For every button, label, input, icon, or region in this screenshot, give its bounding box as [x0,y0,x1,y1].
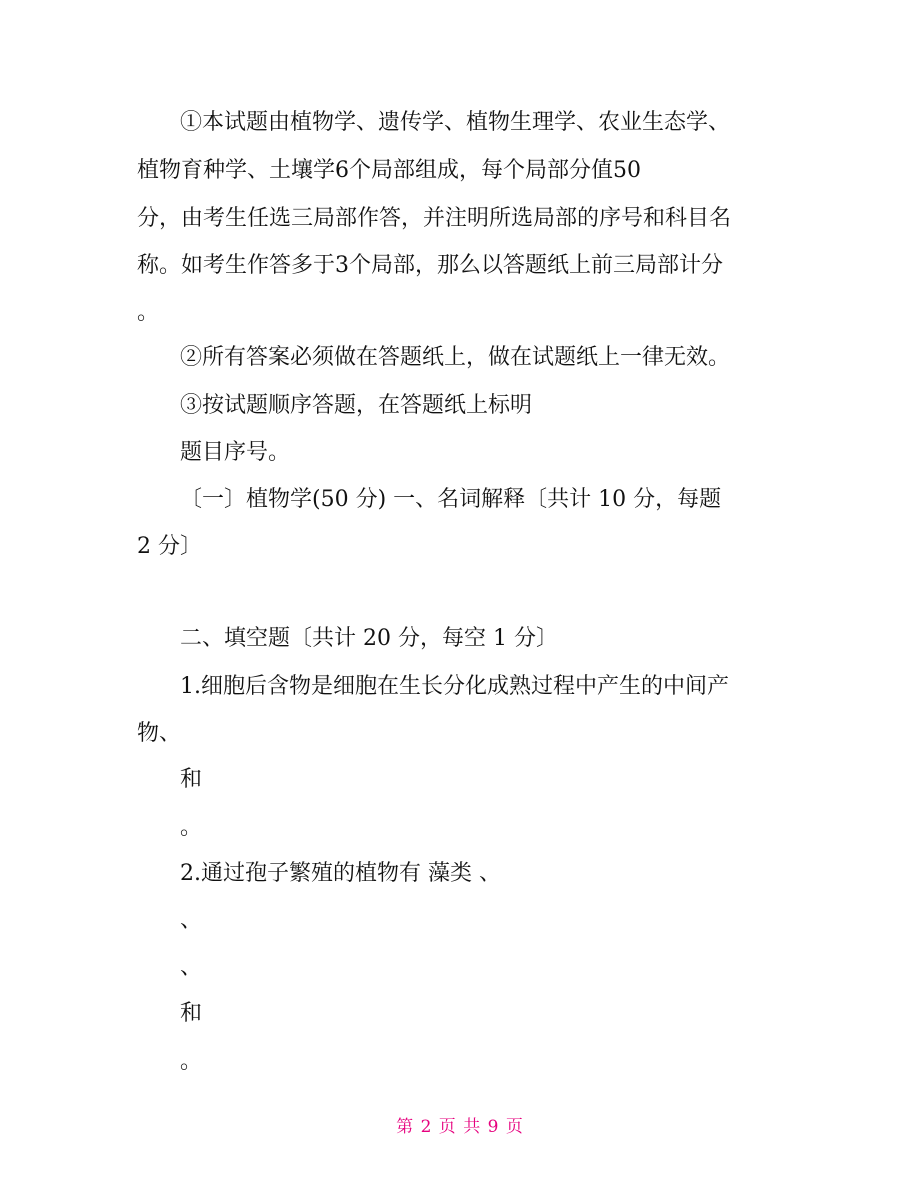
section-heading-line-2: 2 分〕 [137,534,202,559]
section-heading-line-1: 〔一〕植物学(50 分) 一、名词解释〔共计 10 分，每题 [180,487,722,512]
instruction-1-line-2: 植物育种学、土壤学6个局部组成，每个局部分值50 [137,158,641,183]
question-2-line-1: 2.通过孢子繁殖的植物有 藻类 、 [180,861,501,886]
question-2-line-2: 、 [180,908,203,933]
question-1-line-3: 和 [180,767,203,792]
fill-blank-heading: 二、填空题〔共计 20 分，每空 1 分〕 [180,626,558,651]
instruction-1-line-1: ①本试题由植物学、遗传学、植物生理学、农业生态学、 [180,110,731,135]
instruction-2: ②所有答案必须做在答题纸上，做在试题纸上一律无效。 [180,345,731,370]
instruction-1-line-5: 。 [137,300,160,325]
question-2-line-4: 和 [180,1001,203,1026]
instruction-3-line-2: 题目序号。 [180,440,291,465]
question-2-line-5: 。 [180,1049,203,1074]
question-2-line-3: 、 [180,955,203,980]
instruction-1-line-3: 分，由考生任选三局部作答，并注明所选局部的序号和科目名 [137,206,732,231]
instruction-3-line-1: ③按试题顺序答题，在答题纸上标明 [180,393,533,418]
question-1-line-2: 物、 [137,721,182,746]
instruction-1-line-4: 称。如考生作答多于3个局部，那么以答题纸上前三局部计分 [137,253,723,278]
page-footer: 第 2 页 共 9 页 [396,1117,524,1137]
question-1-line-4: 。 [180,815,203,840]
question-1-line-1: 1.细胞后含物是细胞在生长分化成熟过程中产生的中间产 [180,674,729,699]
